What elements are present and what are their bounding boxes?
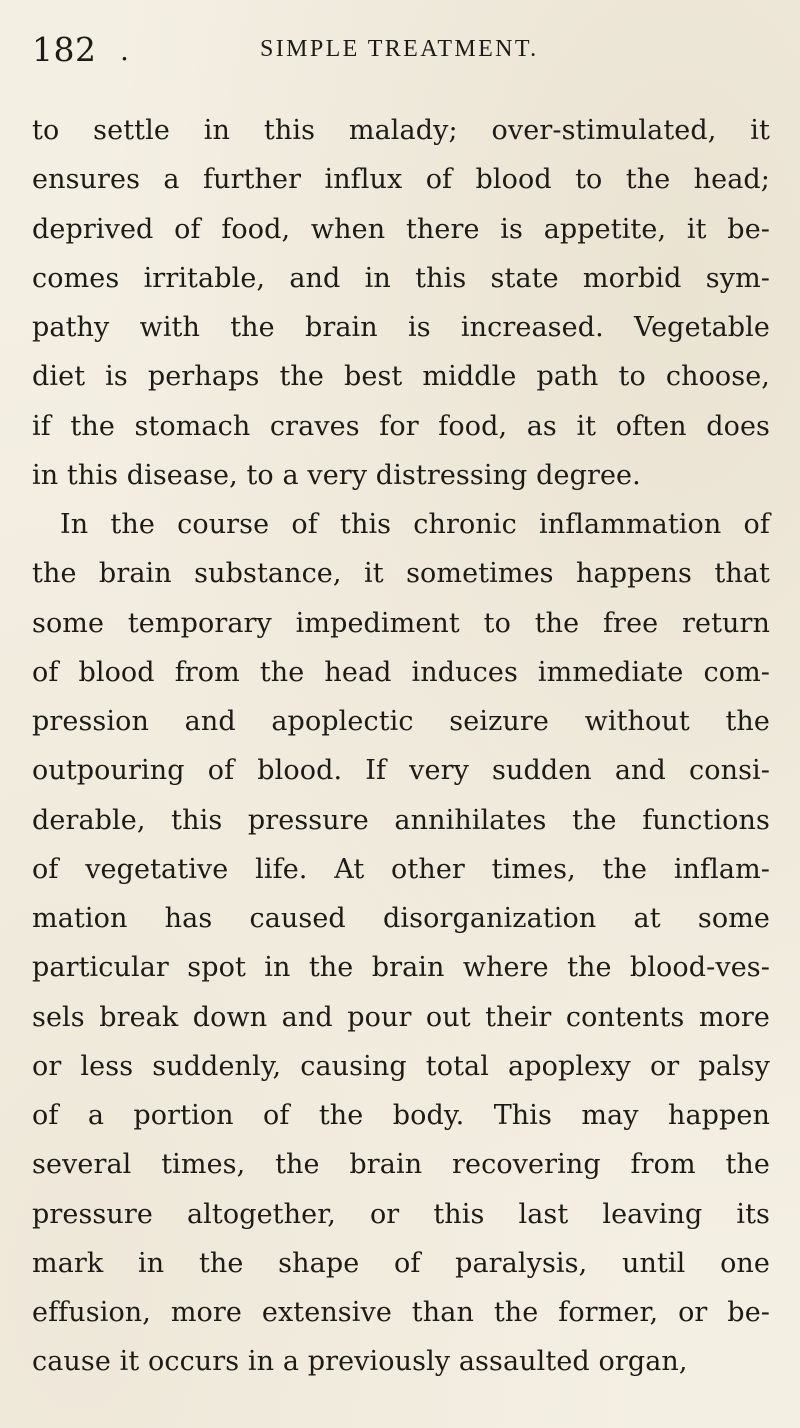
text-line: diet is perhaps the best middle path to choose, xyxy=(32,361,770,393)
text-line: effusion, more extensive than the former, or be- xyxy=(32,1297,770,1328)
body-text xyxy=(32,106,770,1387)
text-line: of a portion of the body. This may happen xyxy=(32,1100,770,1131)
text-line: in this disease, to a very distressing degree. xyxy=(32,459,641,491)
text-line: derable, this pressure annihilates the functions xyxy=(32,804,770,836)
text-line: if the stomach craves for food, as it often does xyxy=(32,410,770,442)
text-line: deprived of food, when there is appetite, it be- xyxy=(32,213,770,245)
text-line: the brain substance, it sometimes happens that xyxy=(32,558,770,590)
text-line: several times, the brain recovering from the xyxy=(32,1149,770,1181)
text-line: sels break down and pour out their contents more xyxy=(32,1001,770,1033)
text-line: to settle in this malady; over-stimulated, it xyxy=(32,115,770,146)
paragraph-start-line: In the course of this chronic inflammation of xyxy=(60,509,770,540)
text-line: some temporary impediment to the free return xyxy=(32,607,770,639)
page-header xyxy=(32,30,752,78)
text-line: outpouring of blood. If very sudden and consi- xyxy=(32,755,770,787)
running-title: SIMPLE TREATMENT. xyxy=(260,36,539,62)
text-line: pression and apoplectic seizure without the xyxy=(32,706,770,737)
text-line: of blood from the head induces immediate com- xyxy=(32,656,770,688)
text-line: mark in the shape of paralysis, until one xyxy=(32,1247,770,1279)
text-line: pressure altogether, or this last leaving its xyxy=(32,1198,770,1230)
header-separator: . xyxy=(120,34,129,67)
text-line: mation has caused disorganization at some xyxy=(32,903,770,934)
text-line: comes irritable, and in this state morbid sym- xyxy=(32,262,770,294)
page-number: 182 xyxy=(32,30,97,69)
text-line: pathy with the brain is increased. Vegetable xyxy=(32,312,770,343)
text-line: ensures a further influx of blood to the head; xyxy=(32,164,770,196)
text-line: particular spot in the brain where the blood-ves- xyxy=(32,952,770,984)
text-line: of vegetative life. At other times, the inflam- xyxy=(32,853,770,885)
text-line: or less suddenly, causing total apoplexy or palsy xyxy=(32,1050,770,1082)
text-line: cause it occurs in a previously assaulted organ, xyxy=(32,1346,688,1378)
